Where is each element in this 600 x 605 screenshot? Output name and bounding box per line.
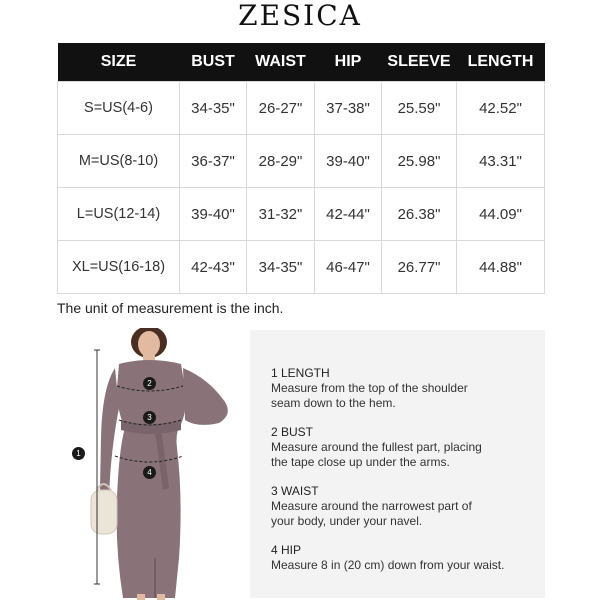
guide-desc: the tape close up under the arms. [271,455,450,469]
bust-cell: 36-37" [180,135,247,188]
guide-desc: your body, under your navel. [271,514,423,528]
header-sleeve: SLEEVE [382,43,457,82]
dress-body-shape [117,360,186,598]
size-cell: L=US(12-14) [58,188,180,241]
right-sleeve-shape [183,368,228,425]
waist-cell: 31-32" [247,188,315,241]
guide-title: 2 BUST [271,425,314,439]
hip-cell: 39-40" [315,135,382,188]
guide-title: 3 WAIST [271,484,319,498]
guide-item-waist [271,484,541,529]
hip-cell: 46-47" [315,241,382,294]
header-waist: WAIST [247,43,315,82]
size-cell: M=US(8-10) [58,135,180,188]
guide-item-length [271,366,541,411]
leg-shape [137,594,145,600]
guide-desc: Measure from the top of the shoulder [271,381,468,395]
sleeve-cell: 26.77" [382,241,457,294]
length-cell: 42.52" [457,82,545,135]
bust-cell: 42-43" [180,241,247,294]
header-length: LENGTH [457,43,545,82]
leg-shape [157,594,165,600]
header-bust: BUST [180,43,247,82]
sleeve-cell: 25.59" [382,82,457,135]
model-illustration [57,328,247,600]
marker-bust: 2 [143,377,156,390]
table-header-row [58,43,545,82]
hip-cell: 42-44" [315,188,382,241]
size-cell: S=US(4-6) [58,82,180,135]
guide-desc: Measure around the narrowest part of [271,499,472,513]
guide-title: 4 HIP [271,543,302,557]
hip-cell: 37-38" [315,82,382,135]
length-cell: 44.88" [457,241,545,294]
handbag-shape [91,490,117,534]
guide-desc: seam down to the hem. [271,396,396,410]
marker-length: 1 [72,447,85,460]
table-row [58,188,545,241]
face-shape [138,331,160,357]
measurement-guide-list [271,366,541,587]
bust-cell: 39-40" [180,188,247,241]
dress-figure [57,328,247,600]
waist-cell: 28-29" [247,135,315,188]
guide-desc: Measure 8 in (20 cm) down from your waist. [271,558,505,572]
left-sleeve-shape [100,368,119,498]
bust-cell: 34-35" [180,82,247,135]
guide-desc: Measure around the fullest part, placing [271,440,482,454]
unit-note: The unit of measurement is the inch. [57,300,284,316]
guide-item-bust [271,425,541,470]
measurement-guide-panel [250,330,545,598]
size-chart-table [57,43,545,294]
table-row [58,82,545,135]
table-row [58,135,545,188]
guide-title: 1 LENGTH [271,366,330,380]
length-cell: 44.09" [457,188,545,241]
guide-item-hip [271,543,541,573]
sleeve-cell: 25.98" [382,135,457,188]
header-hip: HIP [315,43,382,82]
length-cell: 43.31" [457,135,545,188]
brand-logo: ZESICA [238,0,362,32]
header-size: SIZE [58,43,180,82]
sleeve-cell: 26.38" [382,188,457,241]
waist-cell: 26-27" [247,82,315,135]
waist-cell: 34-35" [247,241,315,294]
table-row [58,241,545,294]
marker-hip: 4 [143,466,156,479]
marker-waist: 3 [143,411,156,424]
size-cell: XL=US(16-18) [58,241,180,294]
